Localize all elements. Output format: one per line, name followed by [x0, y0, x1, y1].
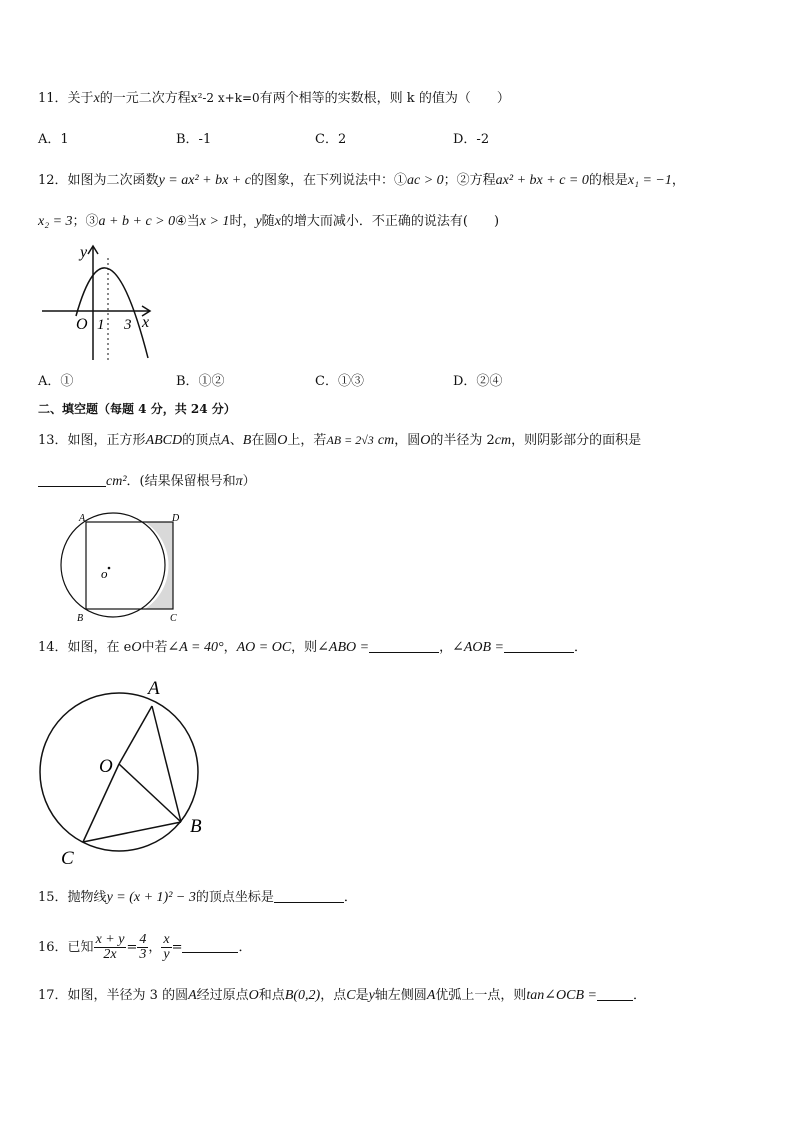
- q12-y-label: y: [80, 244, 88, 261]
- q13-answer-blank[interactable]: [38, 472, 106, 487]
- q11-number: 11．: [38, 91, 68, 106]
- q12-parabola: [76, 268, 148, 358]
- q14-segment-cb: [83, 822, 181, 842]
- q12-parabola-graph: [38, 238, 168, 366]
- q14-number: 14．: [38, 640, 68, 655]
- q13-label-b: B: [77, 613, 84, 624]
- q16-fraction-1: $\frac{x + y}{2x}$: [95, 932, 125, 962]
- q14-answer-blank-aob[interactable]: [504, 638, 574, 653]
- q12-tick-3: 3: [124, 317, 132, 333]
- q14-label-a: A: [148, 678, 160, 699]
- q13-label-o: o: [101, 566, 108, 581]
- q16-fraction-3: $\frac{x}{y}$: [163, 932, 170, 962]
- q11-stem: 11．关于x的一元二次方程x²-2 x+k=0有两个相等的实数根，则 k 的值为（ ）: [38, 91, 510, 106]
- q13-number: 13．: [38, 433, 68, 448]
- q17-stem: 17．如图，半径为 3 的圆A经过原点O和点B(0,2)，点C是y轴左侧圆A优弧上一点，则tan∠OCB = ．: [38, 988, 646, 1003]
- q12-option-a[interactable]: A．①: [38, 374, 74, 389]
- q12-option-d[interactable]: D．②④: [453, 374, 503, 389]
- q11-option-a[interactable]: A．1: [38, 132, 69, 147]
- q14-segment-oa: [119, 706, 152, 764]
- q11-option-d[interactable]: D．-2: [453, 132, 490, 147]
- q11-equation: x²-2 x+k=0: [190, 91, 260, 105]
- q13-shaded-region: [145, 522, 173, 609]
- q13-label-d: D: [172, 513, 180, 524]
- q11-option-b[interactable]: B．-1: [176, 132, 212, 147]
- q12-number: 12．: [38, 173, 68, 188]
- q14-segment-ab: [152, 706, 181, 822]
- q14-label-b: B: [190, 816, 202, 837]
- section-2-title: 二、填空题（每题 4 分，共 24 分）: [38, 402, 236, 416]
- q13-label-a: A: [79, 513, 86, 524]
- q13-label-c: C: [170, 613, 177, 624]
- q12-stem-line1: 12．如图为二次函数y = ax² + bx + c的图象，在下列说法中：①ac > 0；②方程ax² + bx + c = 0的根是x₁ = −1，: [38, 173, 685, 188]
- q12-option-b[interactable]: B．①②: [176, 374, 225, 389]
- q15-number: 15．: [38, 890, 68, 905]
- q16-answer-blank[interactable]: [182, 938, 238, 953]
- q14-circle-figure: [30, 672, 220, 872]
- q14-stem: 14．如图，在 eO中若∠A = 40°，AO = OC，则∠ABO = ，∠AOB = ．: [38, 640, 588, 655]
- q12-origin-label: O: [76, 316, 88, 333]
- q11-option-c[interactable]: C．2: [315, 132, 347, 147]
- q16-stem: 16．已知 $\frac{x + y}{2x}$ = $\frac{4}{3}$ ， $\frac{x}{y}$ = ．: [38, 932, 252, 962]
- q13-square-circle-figure: [55, 508, 195, 626]
- q14-answer-blank-abo[interactable]: [369, 638, 439, 653]
- q16-number: 16．: [38, 940, 68, 955]
- q14-circle: [40, 693, 198, 851]
- q12-option-c[interactable]: C．①③: [315, 374, 364, 389]
- q14-label-o: O: [99, 756, 113, 777]
- q17-answer-blank[interactable]: [597, 986, 633, 1001]
- q14-label-c: C: [61, 848, 74, 869]
- q12-stem-line2: x₂ = 3；③a + b + c > 0④当x > 1时，y随x的增大而减小．不正确的说法有( ): [38, 214, 500, 229]
- q12-tick-1: 1: [97, 317, 105, 333]
- q17-number: 17．: [38, 988, 68, 1003]
- q15-stem: 15．抛物线y = (x + 1)² − 3的顶点坐标是 ．: [38, 890, 357, 905]
- q14-segment-ob: [119, 764, 181, 822]
- q13-stem-line1: 13．如图，正方形ABCD的顶点A、B在圆O上，若AB = 2√3 cm，圆O的半径为 2cm，则阴影部分的面积是: [38, 433, 642, 448]
- q15-answer-blank[interactable]: [274, 888, 344, 903]
- q13-circle: [61, 513, 165, 617]
- q16-fraction-2: $\frac{4}{3}$: [139, 932, 147, 962]
- q12-x-label: x: [142, 314, 150, 331]
- q13-center-dot: [108, 567, 111, 570]
- q13-stem-line2: cm²．(结果保留根号和π）: [38, 472, 256, 492]
